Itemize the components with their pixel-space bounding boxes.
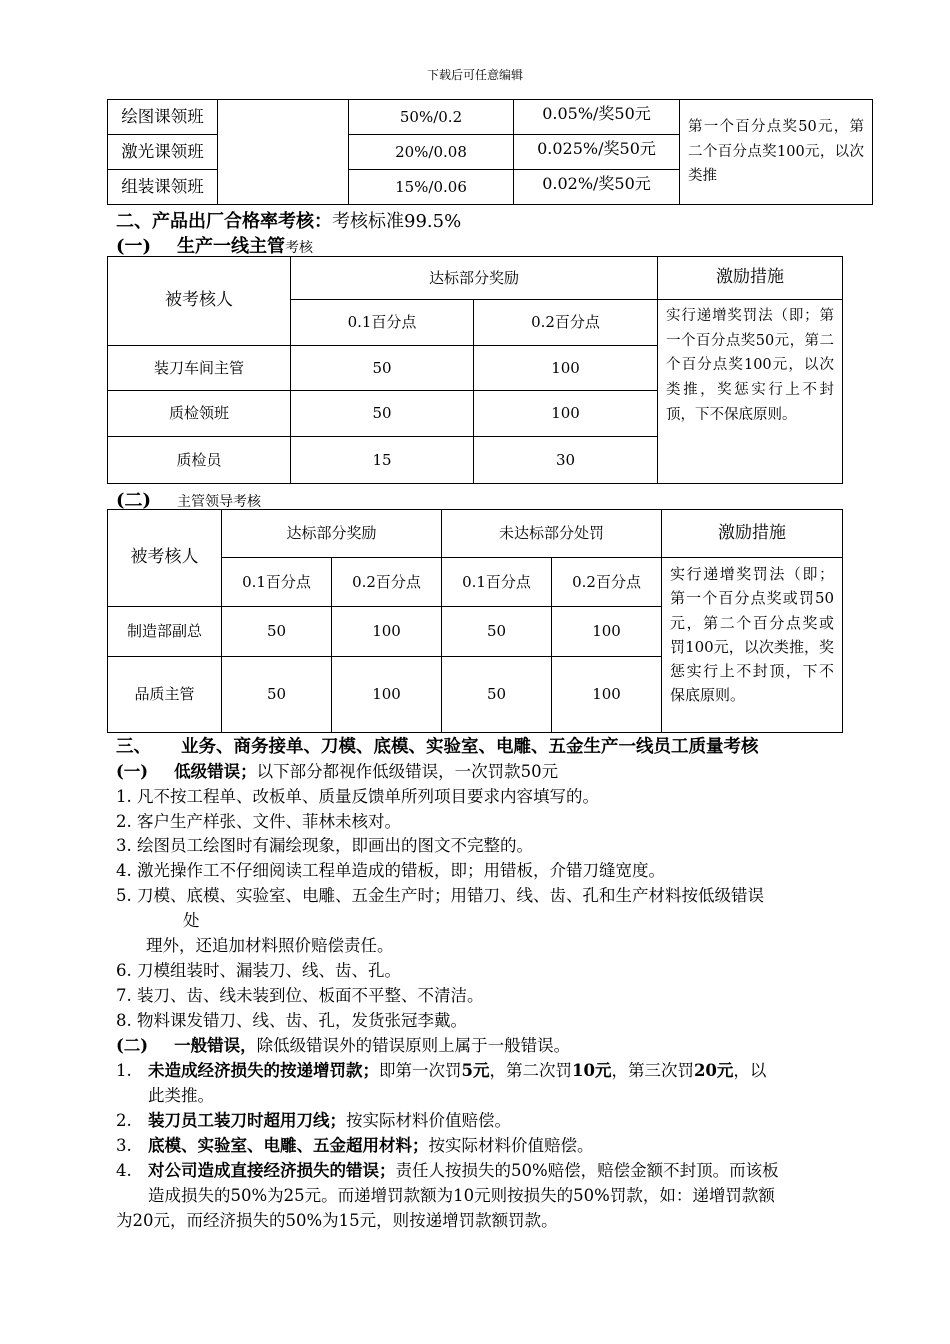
table-cell: 30 xyxy=(474,437,658,484)
header-point: 0.2百分点 xyxy=(332,558,442,607)
item-text: ，第三次罚 xyxy=(611,1061,694,1080)
table-cell: 绘图课领班 xyxy=(108,100,218,135)
list-item-wrap: 处 xyxy=(183,911,200,930)
header-person: 被考核人 xyxy=(108,257,291,346)
low-title: 低级错误； xyxy=(174,762,257,781)
header-measure: 激励措施 xyxy=(662,510,843,558)
low-desc: 以下部分都视作低级错误，一次罚款50元 xyxy=(256,762,559,781)
table-cell: 50 xyxy=(442,607,552,657)
header-reward: 达标部分奖励 xyxy=(291,257,658,300)
list-item-cont: 为20元，而经济损失的50%为15元，则按递增罚款额罚款。 xyxy=(116,1211,558,1230)
table-cell: 制造部副总 xyxy=(108,607,222,657)
subsection-suffix: 考核 xyxy=(285,240,314,256)
table-cell: 15 xyxy=(291,437,474,484)
table-cell: 激光课领班 xyxy=(108,135,218,170)
list-item xyxy=(116,1109,511,1133)
table-cell: 100 xyxy=(474,391,658,437)
section-3-heading xyxy=(116,735,759,759)
header-note: 下载后可任意编辑 xyxy=(426,68,523,82)
general-error-heading xyxy=(116,1034,570,1058)
table-cell: 100 xyxy=(474,346,658,391)
table-cell: 100 xyxy=(552,607,662,657)
header-point: 0.2百分点 xyxy=(552,558,662,607)
item-bold: 对公司造成直接经济损失的错误； xyxy=(148,1161,396,1180)
subsection-title: 主管领导考核 xyxy=(177,494,262,510)
table-cell: 品质主管 xyxy=(108,657,222,733)
item-bold: 装刀员工装刀时超用刀线； xyxy=(148,1111,346,1130)
header-point: 0.1百分点 xyxy=(442,558,552,607)
table-cell: 50 xyxy=(222,607,332,657)
table-note: 第一个百分点奖50元，第二个百分点奖100元，以次类推 xyxy=(680,100,873,205)
list-item: 7. 装刀、齿、线未装到位、板面不平整、不清洁。 xyxy=(116,986,484,1005)
section-num: 三、 xyxy=(116,737,151,757)
item-num: 1. xyxy=(116,1061,132,1080)
section-2-heading xyxy=(116,207,461,233)
section-title: 业务、商务接单、刀模、底模、实验室、电雕、五金生产一线员工质量考核 xyxy=(181,737,759,757)
header-point: 0.1百分点 xyxy=(222,558,332,607)
list-item: 5. 刀模、底模、实验室、电雕、五金生产时；用错刀、线、齿、孔和生产材料按低级错误 xyxy=(116,886,764,905)
item-text: ，第二次罚 xyxy=(489,1061,572,1080)
table-cell: 50 xyxy=(222,657,332,733)
table-cell: 质检领班 xyxy=(108,391,291,437)
table-cell: 20%/0.08 xyxy=(349,135,514,170)
item-text: 按实际材料价值赔偿。 xyxy=(428,1136,594,1155)
list-item: 6. 刀模组装时、漏装刀、线、齿、孔。 xyxy=(116,961,401,980)
list-item: 4. 激光操作工不仔细阅读工程单造成的错板，即；用错板，介错刀缝宽度。 xyxy=(116,861,665,880)
header-penalty: 未达标部分处罚 xyxy=(442,510,662,558)
table-cell: 0.025%/奖50元 xyxy=(514,135,680,170)
item-text: 责任人按损失的50%赔偿，赔偿金额不封顶。而该板 xyxy=(395,1161,779,1180)
list-item-cont: 理外，还追加材料照价赔偿责任。 xyxy=(146,936,394,955)
table-leader-assessment xyxy=(107,509,843,733)
subsection-num: (一) xyxy=(116,236,152,257)
list-item xyxy=(116,1059,766,1083)
general-title: 一般错误， xyxy=(174,1036,257,1055)
general-num: (二) xyxy=(116,1036,149,1055)
item-bold: 未造成经济损失的按递增罚款； xyxy=(148,1061,379,1080)
table-cell: 组装课领班 xyxy=(108,170,218,205)
section-title: 二、产品出厂合格率考核： xyxy=(116,211,332,232)
list-item xyxy=(116,1159,779,1183)
item-bold: 底模、实验室、电雕、五金超用材料； xyxy=(148,1136,429,1155)
table-cell: 15%/0.06 xyxy=(349,170,514,205)
subsection-title: 生产一线主管 xyxy=(177,236,286,257)
table-cell: 100 xyxy=(552,657,662,733)
list-item-cont: 此类推。 xyxy=(148,1086,214,1105)
list-item: 3. 绘图员工绘图时有漏绘现象，即画出的图文不完整的。 xyxy=(116,836,533,855)
header-point: 0.1百分点 xyxy=(291,300,474,346)
low-error-heading xyxy=(116,760,558,784)
list-item: 2. 客户生产样张、文件、菲林未核对。 xyxy=(116,812,401,831)
table-cell: 质检员 xyxy=(108,437,291,484)
table-cell: 50 xyxy=(291,346,474,391)
table-cell xyxy=(218,100,349,205)
table-cell: 100 xyxy=(332,607,442,657)
item-value: 20元 xyxy=(693,1061,734,1080)
table-cell: 100 xyxy=(332,657,442,733)
item-text: 即第一次罚 xyxy=(379,1061,462,1080)
list-item xyxy=(116,1134,594,1158)
table-cell: 装刀车间主管 xyxy=(108,346,291,391)
list-item-cont: 造成损失的50%为25元。而递增罚款额为10元则按损失的50%罚款，如：递增罚款额 xyxy=(148,1186,775,1205)
header-person: 被考核人 xyxy=(108,510,222,607)
section-standard: 考核标准99.5% xyxy=(332,211,462,232)
list-item: 1. 凡不按工程单、改板单、质量反馈单所列项目要求内容填写的。 xyxy=(116,787,599,806)
header-measure: 激励措施 xyxy=(658,257,843,300)
table-line-supervisor xyxy=(107,256,843,484)
list-item: 8. 物料课发错刀、线、齿、孔，发货张冠李戴。 xyxy=(116,1011,467,1030)
measure-text: 实行递增奖罚法（即；第一个百分点奖50元，第二个百分点奖100元，以次类推，奖惩实行上不封顶，下不保底原则。 xyxy=(658,300,843,484)
item-value: 10元 xyxy=(571,1061,612,1080)
item-text: ，以 xyxy=(733,1061,767,1080)
table-leader-reward xyxy=(107,99,873,205)
table-cell: 0.05%/奖50元 xyxy=(514,100,680,135)
table-cell: 50 xyxy=(442,657,552,733)
measure-text: 实行递增奖罚法（即；第一个百分点奖或罚50元，第二个百分点奖或罚100元，以次类推，奖惩实行上不封顶，下不保底原则。 xyxy=(662,558,843,733)
header-reward: 达标部分奖励 xyxy=(222,510,442,558)
table-cell: 50%/0.2 xyxy=(349,100,514,135)
item-num: 4. xyxy=(116,1161,132,1180)
general-desc: 除低级错误外的错误原则上属于一般错误。 xyxy=(256,1036,571,1055)
low-num: (一) xyxy=(116,762,149,781)
header-point: 0.2百分点 xyxy=(474,300,658,346)
subsection-1-heading xyxy=(116,232,313,258)
subsection-num: (二) xyxy=(116,490,152,511)
table-cell: 50 xyxy=(291,391,474,437)
item-text: 按实际材料价值赔偿。 xyxy=(346,1111,511,1130)
item-num: 3. xyxy=(116,1136,132,1155)
item-value: 5元 xyxy=(461,1061,490,1080)
table-cell: 0.02%/奖50元 xyxy=(514,170,680,205)
item-num: 2. xyxy=(116,1111,132,1130)
